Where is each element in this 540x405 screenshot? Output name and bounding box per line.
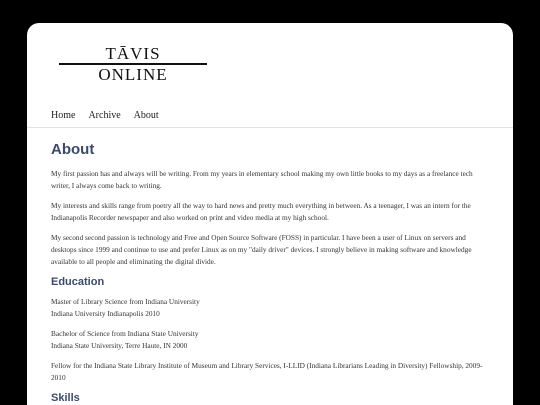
nav-home-link[interactable]: Home [51,110,76,121]
logo-bottom-text: ONLINE [98,65,168,84]
education-item-2-school: Indiana State University, Terre Haute, IN 2000 [51,341,188,350]
skills-heading: Skills [51,392,80,404]
logo-top-text: TĀVIS [105,44,161,63]
education-list [51,296,491,384]
about-paragraph-3: My second second passion is technology and Free and Open Source Software (FOSS) in particular. I have been a user of Linux on servers and desktops since 1999 and continue to use and prefer Linux as on my "daily driver" devices. I strongly believe in making software and knowledge available to all people and eliminating the digital divide. [51,233,472,266]
about-paragraph-1: My first passion has and always will be writing. From my years in elementary school making my own little books to my days as a freelance tech writer, I always come back to writing. [51,169,473,190]
main-nav [51,110,172,121]
education-item-1-degree: Master of Library Science from Indiana University [51,297,200,306]
main-content [51,141,491,405]
nav-archive-link[interactable]: Archive [88,110,121,121]
education-item-2 [51,328,491,352]
education-heading: Education [51,276,105,288]
education-item-3-fellowship: Fellow for the Indiana State Library Institute of Museum and Library Services, I-LLID (Indiana Librarians Leading in Diversity) Fellowship, 2009-2010 [51,361,483,382]
education-item-1-school: Indiana University Indianapolis 2010 [51,309,160,318]
education-item-1 [51,296,491,320]
header-divider [27,127,513,128]
education-item-2-degree: Bachelor of Science from Indiana State University [51,329,199,338]
page-title: About [51,141,95,158]
page-card [27,23,513,405]
nav-about-link[interactable]: About [133,110,159,121]
about-paragraph-2: My interests and skills range from poetry all the way to hard news and pretty much everything in between. As a teenager, I was an intern for the Indianapolis Recorder newspaper and also worked on print and video media at my high school. [51,201,471,222]
education-item-3 [51,360,491,384]
site-logo[interactable] [59,45,207,84]
